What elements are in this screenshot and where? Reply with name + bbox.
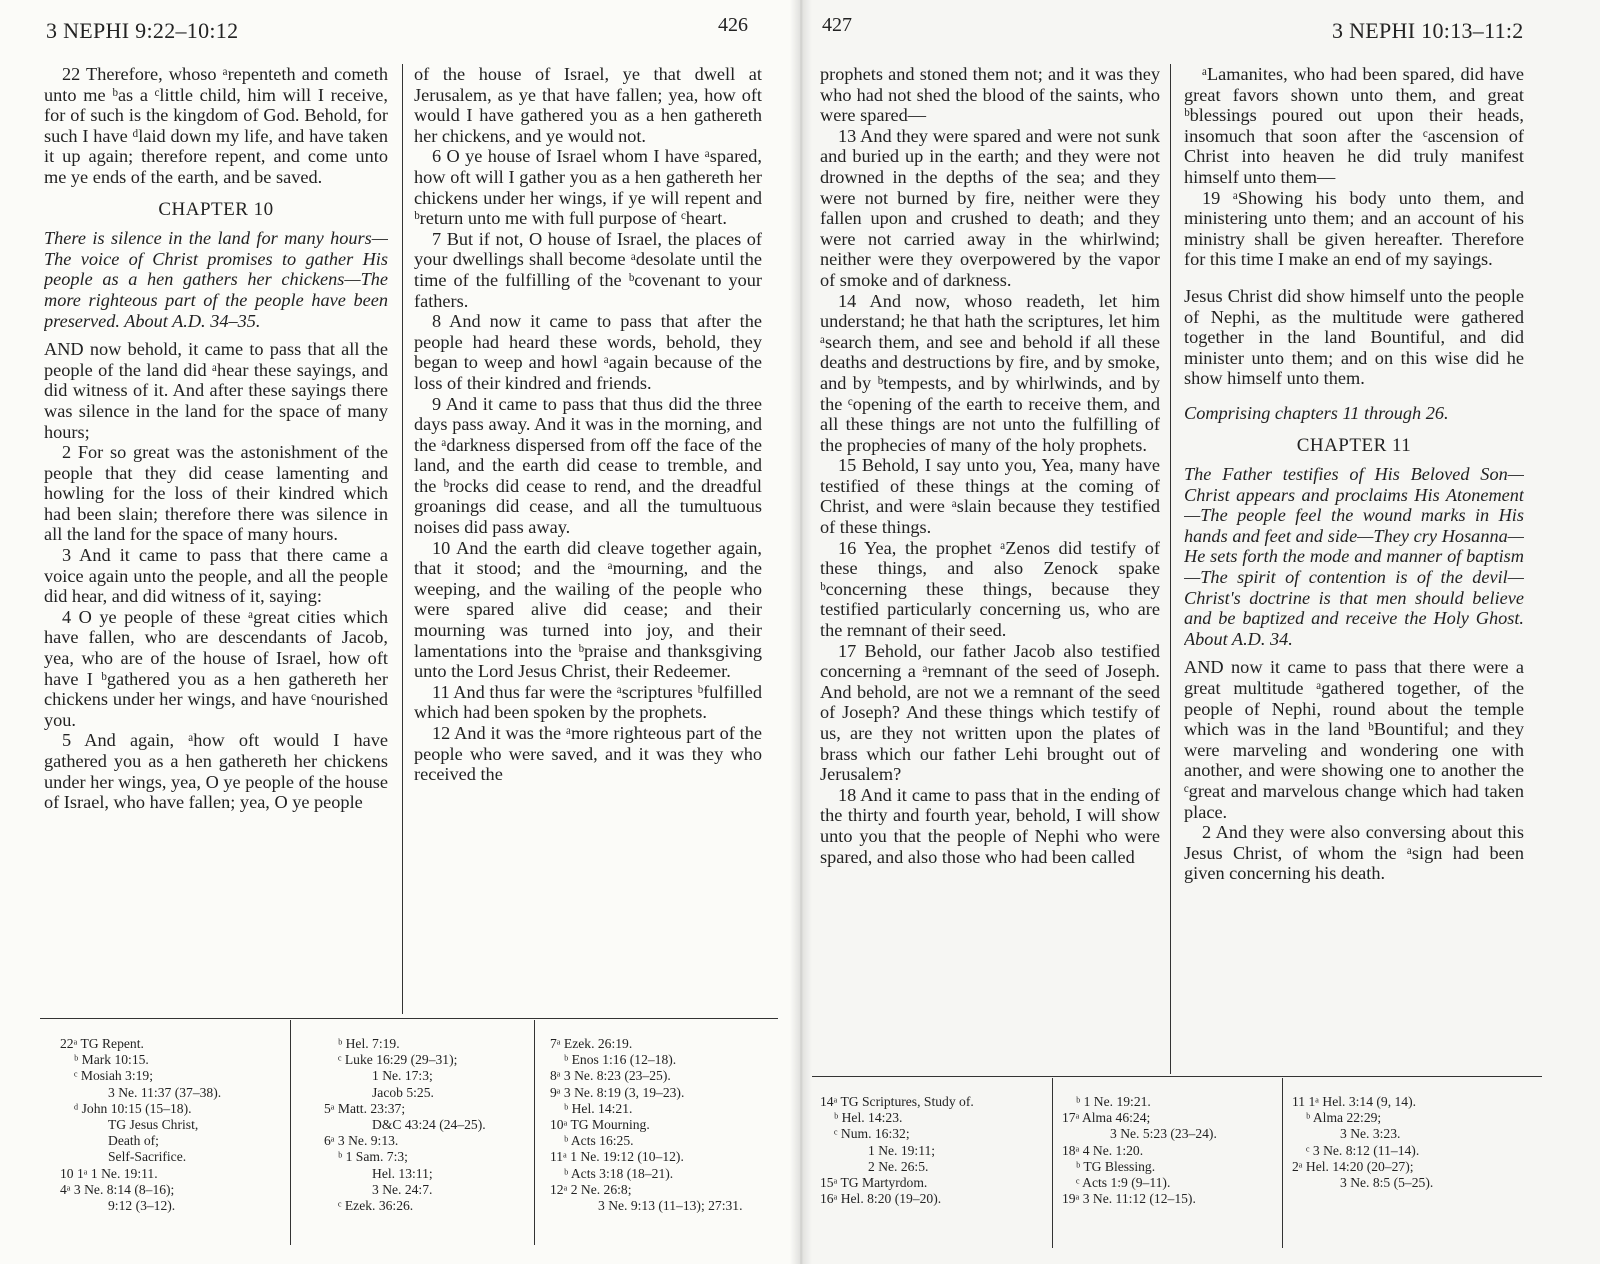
footnote-column — [550, 1036, 786, 1214]
page-number-right: 427 — [822, 14, 852, 36]
footnote-line: 8ᵃ 3 Ne. 8:23 (23–25). — [550, 1068, 671, 1084]
footnote-line: ᶜ 3 Ne. 8:12 (11–14). — [1306, 1142, 1420, 1158]
footnote-line: 12ᵃ 2 Ne. 26:8; — [550, 1181, 632, 1197]
verse-paragraph: 19 ᵃShowing his body unto them, and ministering unto them; and an account of his ministry shall be given hereafter. Therefore for this time I make an end of my sayings. — [1184, 187, 1524, 270]
running-head-right: 3 NEPHI 10:13–11:2 — [1332, 18, 1524, 43]
page-number-left: 426 — [718, 14, 748, 36]
verse-paragraph: 12 And it was the ᵃmore righteous part of the people who were saved, and it was they who received the — [414, 723, 762, 785]
footnote-line: ᵇ Hel. 14:23. — [834, 1110, 903, 1126]
column-divider — [1170, 64, 1171, 1074]
footnote-column — [1062, 1094, 1280, 1207]
book-gutter — [790, 0, 812, 1264]
verse-paragraph: 9 And it came to pass that thus did the three days pass away. And it was in the morning, and the ᵃdarkness dispersed from off the face of the land, and the earth did cease to tremble, and the ᵇrocks did cease to rend, and the dreadful groanings did cease, and all the tumultuous noises did pass away. — [414, 393, 762, 538]
footnote-line: 14ᵃ TG Scriptures, Study of. — [820, 1094, 974, 1109]
footnote-rule — [40, 1018, 778, 1019]
footnote-divider — [290, 1020, 291, 1245]
verse-paragraph: 22 Therefore, whoso ᵃrepenteth and cometh unto me ᵇas a ᶜlittle child, him will I receive, for of such is the kingdom of God. Behold, for such I have ᵈlaid down my life, and have taken it up again; therefore repent, and come unto me ye ends of the earth, and be saved. — [44, 64, 388, 187]
footnote-line: ᵇ Hel. 7:19. — [338, 1036, 400, 1051]
footnote-line: 10ᵃ TG Mourning. — [550, 1117, 650, 1133]
verse-paragraph: AND now it came to pass that there were a great multitude ᵃgathered together, of the people of Nephi, round about the temple which was in the land ᵇBountiful; and they were marveling and wondering one with another, and were showing one to another the ᶜgreat and marvelous change which had taken place. — [1184, 657, 1524, 822]
footnote-line: ᵇ Mark 10:15. — [74, 1052, 149, 1068]
footnote-line: 19ᵃ 3 Ne. 11:12 (12–15). — [1062, 1191, 1196, 1207]
footnote-line: 22ᵃ TG Repent. — [60, 1036, 144, 1051]
verse-paragraph: 8 And now it came to pass that after the people had heard these words, behold, they began to weep and howl ᵃagain because of the loss of their kindred and friends. — [414, 311, 762, 393]
footnote-line: 2 Ne. 26:5. — [868, 1158, 929, 1174]
footnote-line: 1 Ne. 19:11; — [868, 1142, 936, 1158]
footnote-line: ᶜ Num. 16:32; — [834, 1126, 910, 1142]
footnote-line: ᵇ 1 Ne. 19:21. — [1076, 1094, 1151, 1109]
footnote-line: 11 1ᵃ Hel. 3:14 (9, 14). — [1292, 1094, 1417, 1109]
footnote-line: 1 Ne. 17:3; — [372, 1068, 433, 1084]
verse-paragraph: 15 Behold, I say unto you, Yea, many have testified of these things at the coming of Christ, and were ᵃslain because they testified of these things. — [820, 455, 1160, 538]
footnote-divider — [534, 1020, 535, 1245]
footnote-line: 16ᵃ Hel. 8:20 (19–20). — [820, 1191, 942, 1207]
footnote-line: ᵇ TG Blessing. — [1076, 1158, 1156, 1174]
footnote-line: ᵇ Enos 1:16 (12–18). — [564, 1052, 677, 1068]
footnote-line: 18ᵃ 4 Ne. 1:20. — [1062, 1142, 1144, 1158]
footnote-line: 4ᵃ 3 Ne. 8:14 (8–16); — [60, 1181, 175, 1197]
footnote-line: 10 1ᵃ 1 Ne. 19:11. — [60, 1165, 158, 1181]
footnote-line: 11ᵃ 1 Ne. 19:12 (10–12). — [550, 1149, 684, 1165]
footnote-divider — [1282, 1078, 1283, 1248]
footnote-divider — [1052, 1078, 1053, 1248]
verse-paragraph: 6 O ye house of Israel whom I have ᵃspared, how oft will I gather you as a hen gathereth her chickens under her wings, if ye will repent and ᵇreturn unto me with full purpose of ᶜheart. — [414, 146, 762, 229]
footnote-line: D&C 43:24 (24–25). — [372, 1117, 486, 1133]
verse-paragraph: ᵃLamanites, who had been spared, did have great favors shown unto them, and great ᵇblessings poured out upon their heads, insomuch that soon after the ᶜascension of Christ into heaven he did truly manifest himself unto them— — [1184, 64, 1524, 187]
footnote-column — [820, 1094, 1050, 1207]
footnote-line: 9:12 (3–12). — [108, 1198, 176, 1214]
footnote-line: Death of; — [108, 1133, 159, 1149]
footnote-column — [324, 1036, 530, 1214]
verse-paragraph: prophets and stoned them not; and it was they who had not shed the blood of the saints, who were spared— — [820, 64, 1160, 126]
section-note: Comprising chapters 11 through 26. — [1184, 402, 1449, 423]
verse-paragraph: Jesus Christ did show himself unto the people of Nephi, as the multitude were gathered together in the land Bountiful, and did minister unto them; and on this wise did he show himself unto them. — [1184, 285, 1524, 389]
footnote-line: ᵇ Hel. 14:21. — [564, 1100, 633, 1116]
chapter-heading: CHAPTER 11 — [1296, 434, 1412, 456]
verse-paragraph: 4 O ye people of these ᵃgreat cities which have fallen, who are descendants of Jacob, yea, who are of the house of Israel, how oft have I ᵇgathered you as a hen gathereth her chickens under her wings, and have ᶜnourished you. — [44, 606, 388, 730]
footnote-line: 3 Ne. 9:13 (11–13); 27:31. — [598, 1198, 743, 1214]
footnote-line: Self-Sacrifice. — [108, 1149, 187, 1165]
verse-paragraph: 2 For so great was the astonishment of the people that they did cease lamenting and howling for the loss of their kindred which had been slain; therefore there was silence in all the land for the space of many hours. — [44, 442, 388, 545]
verse-paragraph: 14 And now, whoso readeth, let him understand; he that hath the scriptures, let him ᵃsearch them, and see and behold if all these deaths and destructions by fire, and by smoke, and by ᵇtempests, and by whirlwinds, and by the ᶜopening of the earth to receive them, and all these things are not unto the fulfilling of the prophecies of many of the holy prophets. — [820, 290, 1160, 455]
verse-paragraph: 13 And they were spared and were not sunk and buried up in the earth; and they were not drowned in the depths of the sea; and they were not burned by fire, neither were they fallen upon and crushed to death; and they were not carried away in the whirlwind; neither were they overpowered by the vapor of smoke and of darkness. — [820, 125, 1160, 290]
footnote-line: ᵇ 1 Sam. 7:3; — [338, 1149, 408, 1165]
footnote-line: ᵇ Alma 22:29; — [1306, 1110, 1382, 1126]
footnote-line: 3 Ne. 8:5 (5–25). — [1340, 1175, 1434, 1191]
column-divider — [402, 64, 403, 1014]
footnote-line: Jacob 5:25. — [372, 1084, 434, 1100]
footnote-line: 7ᵃ Ezek. 26:19. — [550, 1036, 633, 1051]
footnote-line: 3 Ne. 3:23. — [1340, 1126, 1401, 1142]
footnote-line: Hel. 13:11; — [372, 1165, 433, 1181]
verse-paragraph: 16 Yea, the prophet ᵃZenos did testify of these things, and also Zenock spake ᵇconcerning these things, because they testified particularly concerning us, who are the remnant of their seed. — [820, 537, 1160, 641]
footnote-line: 6ᵃ 3 Ne. 9:13. — [324, 1133, 399, 1149]
footnote-line: ᵈ John 10:15 (15–18). — [74, 1100, 192, 1116]
verse-paragraph: 17 Behold, our father Jacob also testified concerning a ᵃremnant of the seed of Joseph. And behold, are not we a remnant of the seed of Joseph? And these things which testify of us, are they not written upon the plates of brass which our father Lehi brought out of Jerusalem? — [820, 640, 1160, 785]
footnote-line: ᵇ Acts 3:18 (18–21). — [564, 1165, 674, 1181]
footnote-line: 15ᵃ TG Martyrdom. — [820, 1175, 928, 1191]
verse-paragraph: 2 And they were also conversing about this Jesus Christ, of whom the ᵃsign had been given concerning his death. — [1184, 822, 1524, 884]
footnote-line: ᶜ Acts 1:9 (9–11). — [1076, 1175, 1171, 1191]
chapter-summary: The Father testifies of His Beloved Son—Christ appears and proclaims His Atonement—The people feel the wound marks in His hands and feet and side—They cry Hosanna—He sets forth the mode and manner of baptism —The spirit of contention is of the devil—Christ's doctrine is that men should believe and be baptized and receive the Holy Ghost. About A.D. 34. — [1184, 464, 1524, 649]
running-head-left: 3 NEPHI 9:22–10:12 — [46, 18, 239, 43]
verse-paragraph: 7 But if not, O house of Israel, the places of your dwellings shall become ᵃdesolate until the time of the fulfilling of the ᵇcovenant to your fathers. — [414, 228, 762, 311]
verse-paragraph: AND now behold, it came to pass that all the people of the land did ᵃhear these sayings, and did witness of it. And after these sayings there was silence in the land for the space of many hours; — [44, 339, 388, 442]
left-column-2 — [414, 64, 762, 1014]
footnote-line: ᶜ Luke 16:29 (29–31); — [338, 1052, 458, 1068]
right-page — [800, 0, 1600, 1264]
right-column-2 — [1184, 64, 1524, 1074]
spacer — [1184, 270, 1524, 286]
footnote-line: TG Jesus Christ, — [108, 1117, 199, 1133]
footnote-line: ᶜ Ezek. 36:26. — [338, 1198, 414, 1214]
footnote-column — [1292, 1094, 1542, 1191]
verse-paragraph: 11 And thus far were the ᵃscriptures ᵇfulfilled which had been spoken by the prophets. — [414, 681, 762, 723]
footnote-line: 5ᵃ Matt. 23:37; — [324, 1100, 406, 1116]
footnote-line: 2ᵃ Hel. 14:20 (20–27); — [1292, 1158, 1414, 1174]
footnote-line: ᶜ Mosiah 3:19; — [74, 1068, 154, 1084]
chapter-summary: There is silence in the land for many hours—The voice of Christ promises to gather His people as a hen gathers her chickens—The more righteous part of the people have been preserved. About A.D. 34–35. — [44, 228, 388, 331]
footnote-line: 17ᵃ Alma 46:24; — [1062, 1110, 1151, 1126]
verse-paragraph: 10 And the earth did cleave together again, that it stood; and the ᵃmourning, and the weeping, and the wailing of the people who were spared alive did cease; and their mourning was turned into joy, and their lamentations into the ᵇpraise and thanksgiving unto the Lord Jesus Christ, their Redeemer. — [414, 537, 762, 682]
verse-paragraph: 5 And again, ᵃhow oft would I have gathered you as a hen gathereth her chickens under her wings, yea, O ye people of the house of Israel, who have fallen; yea, O ye people — [44, 730, 388, 813]
footnote-rule — [1170, 1076, 1542, 1077]
footnote-line: 3 Ne. 11:37 (37–38). — [108, 1084, 222, 1100]
chapter-heading: CHAPTER 10 — [158, 198, 274, 220]
verse-paragraph: 3 And it came to pass that there came a voice again unto the people, and all the people did hear, and did witness of it, saying: — [44, 545, 388, 607]
footnote-line: 3 Ne. 24:7. — [372, 1181, 433, 1197]
footnote-column — [60, 1036, 286, 1214]
verse-paragraph: of the house of Israel, ye that dwell at Jerusalem, as ye that have fallen; yea, how oft would I have gathered you as a hen gathereth her chickens, and ye would not. — [414, 64, 762, 146]
footnote-rule — [812, 1076, 1172, 1077]
verse-paragraph: 18 And it came to pass that in the ending of the thirty and fourth year, behold, I will show unto you that the people of Nephi who were spared, and also those who had been called — [820, 784, 1160, 867]
footnote-line: 9ᵃ 3 Ne. 8:19 (3, 19–23). — [550, 1084, 685, 1100]
footnote-line: ᵇ Acts 16:25. — [564, 1133, 634, 1149]
left-column-1 — [44, 64, 388, 1014]
footnote-line: 3 Ne. 5:23 (23–24). — [1110, 1126, 1217, 1142]
right-column-1 — [820, 64, 1160, 1049]
